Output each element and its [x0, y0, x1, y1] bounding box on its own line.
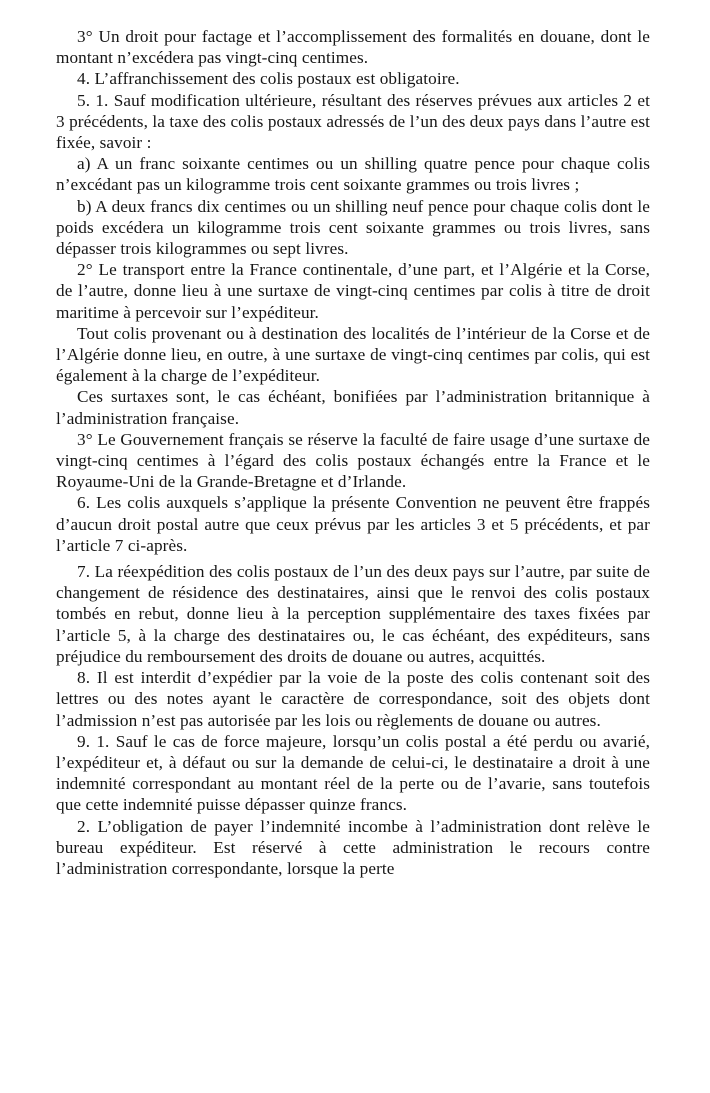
paragraph-article-5-3: 3° Le Gouvernement français se réserve la faculté de faire usage d’une surtaxe de vingt-cinq centimes à l’égard des colis postaux échangés entre la France et le Royaume-Uni de la Grande-Bretagne et d’Irlande.	[56, 429, 650, 492]
paragraph-droit-factage: 3° Un droit pour factage et l’accomplissement des formalités en douane, dont le montant n’excédera pas vingt-cinq centimes.	[56, 27, 650, 68]
paragraph-surtaxe-interieur: Tout colis provenant ou à destination des localités de l’intérieur de la Corse et de l’Algérie donne lieu, en outre, à une surtaxe de vingt-cinq centimes par colis, qui est également à la charge de l’expéditeur.	[56, 323, 650, 386]
paragraph-article-5-1: 5. 1. Sauf modification ultérieure, résultant des réserves prévues aux articles 2 et 3 précédents, la taxe des colis postaux adressés de l’un des deux pays dans l’autre est fixée, savoir :	[56, 90, 650, 153]
paragraph-article-5-b: b) A deux francs dix centimes ou un shilling neuf pence pour chaque colis dont le poids excédera un kilogramme trois cent soixante grammes ou trois livres, sans dépasser trois kilogrammes ou sept livres.	[56, 196, 650, 259]
paragraph-article-4: 4. L’affranchissement des colis postaux est obligatoire.	[77, 69, 460, 89]
paragraph-article-6: 6. Les colis auxquels s’applique la présente Convention ne peuvent être frappés d’aucun droit postal autre que ceux prévus par les articles 3 et 5 précédents, et par l’article 7 ci-après.	[56, 493, 650, 555]
paragraph-article-5-2: 2° Le transport entre la France continentale, d’une part, et l’Algérie et la Corse, de l’autre, donne lieu à une surtaxe de vingt-cinq centimes par colis à titre de droit maritime à percevoir sur l’expéditeur.	[56, 260, 650, 322]
paragraph-bonification: Ces surtaxes sont, le cas échéant, bonifiées par l’administration britannique à l’administration française.	[56, 387, 650, 428]
paragraph-article-9-2: 2. L’obligation de payer l’indemnité incombe à l’administration dont relève le bureau expéditeur. Est réservé à cette administration le recours contre l’administration correspondante, lorsque la perte	[56, 816, 650, 878]
paragraph-article-9-1: 9. 1. Sauf le cas de force majeure, lorsqu’un colis postal a été perdu ou avarié, l’expéditeur et, à défaut ou sur la demande de celui-ci, le destinataire a droit à une indemnité correspondant au montant réel de la perte ou de l’avarie, sans toutefois que cette indemnité puisse dépasser quinze francs.	[56, 731, 650, 815]
document-page	[56, 26, 650, 879]
paragraph-article-5-a: a) A un franc soixante centimes ou un shilling quatre pence pour chaque colis n’excédant pas un kilogramme trois cent soixante grammes ou trois livres ;	[56, 154, 650, 195]
paragraph-article-8: 8. Il est interdit d’expédier par la voie de la poste des colis contenant soit des lettres ou des notes ayant le caractère de correspondance, soit des objets dont l’admission n’est pas autorisée par les lois ou règlements de douane ou autres.	[56, 668, 650, 730]
paragraph-article-7: 7. La réexpédition des colis postaux de l’un des deux pays sur l’autre, par suite de changement de résidence des destinataires, ainsi que le renvoi des colis postaux tombés en rebut, donne lieu à la perception supplémentaire des taxes fixées par l’article 5, à la charge des destinataires ou, le cas échéant, des expéditeurs, sans préjudice du remboursement des droits de douane ou autres, acquittés.	[56, 562, 650, 666]
